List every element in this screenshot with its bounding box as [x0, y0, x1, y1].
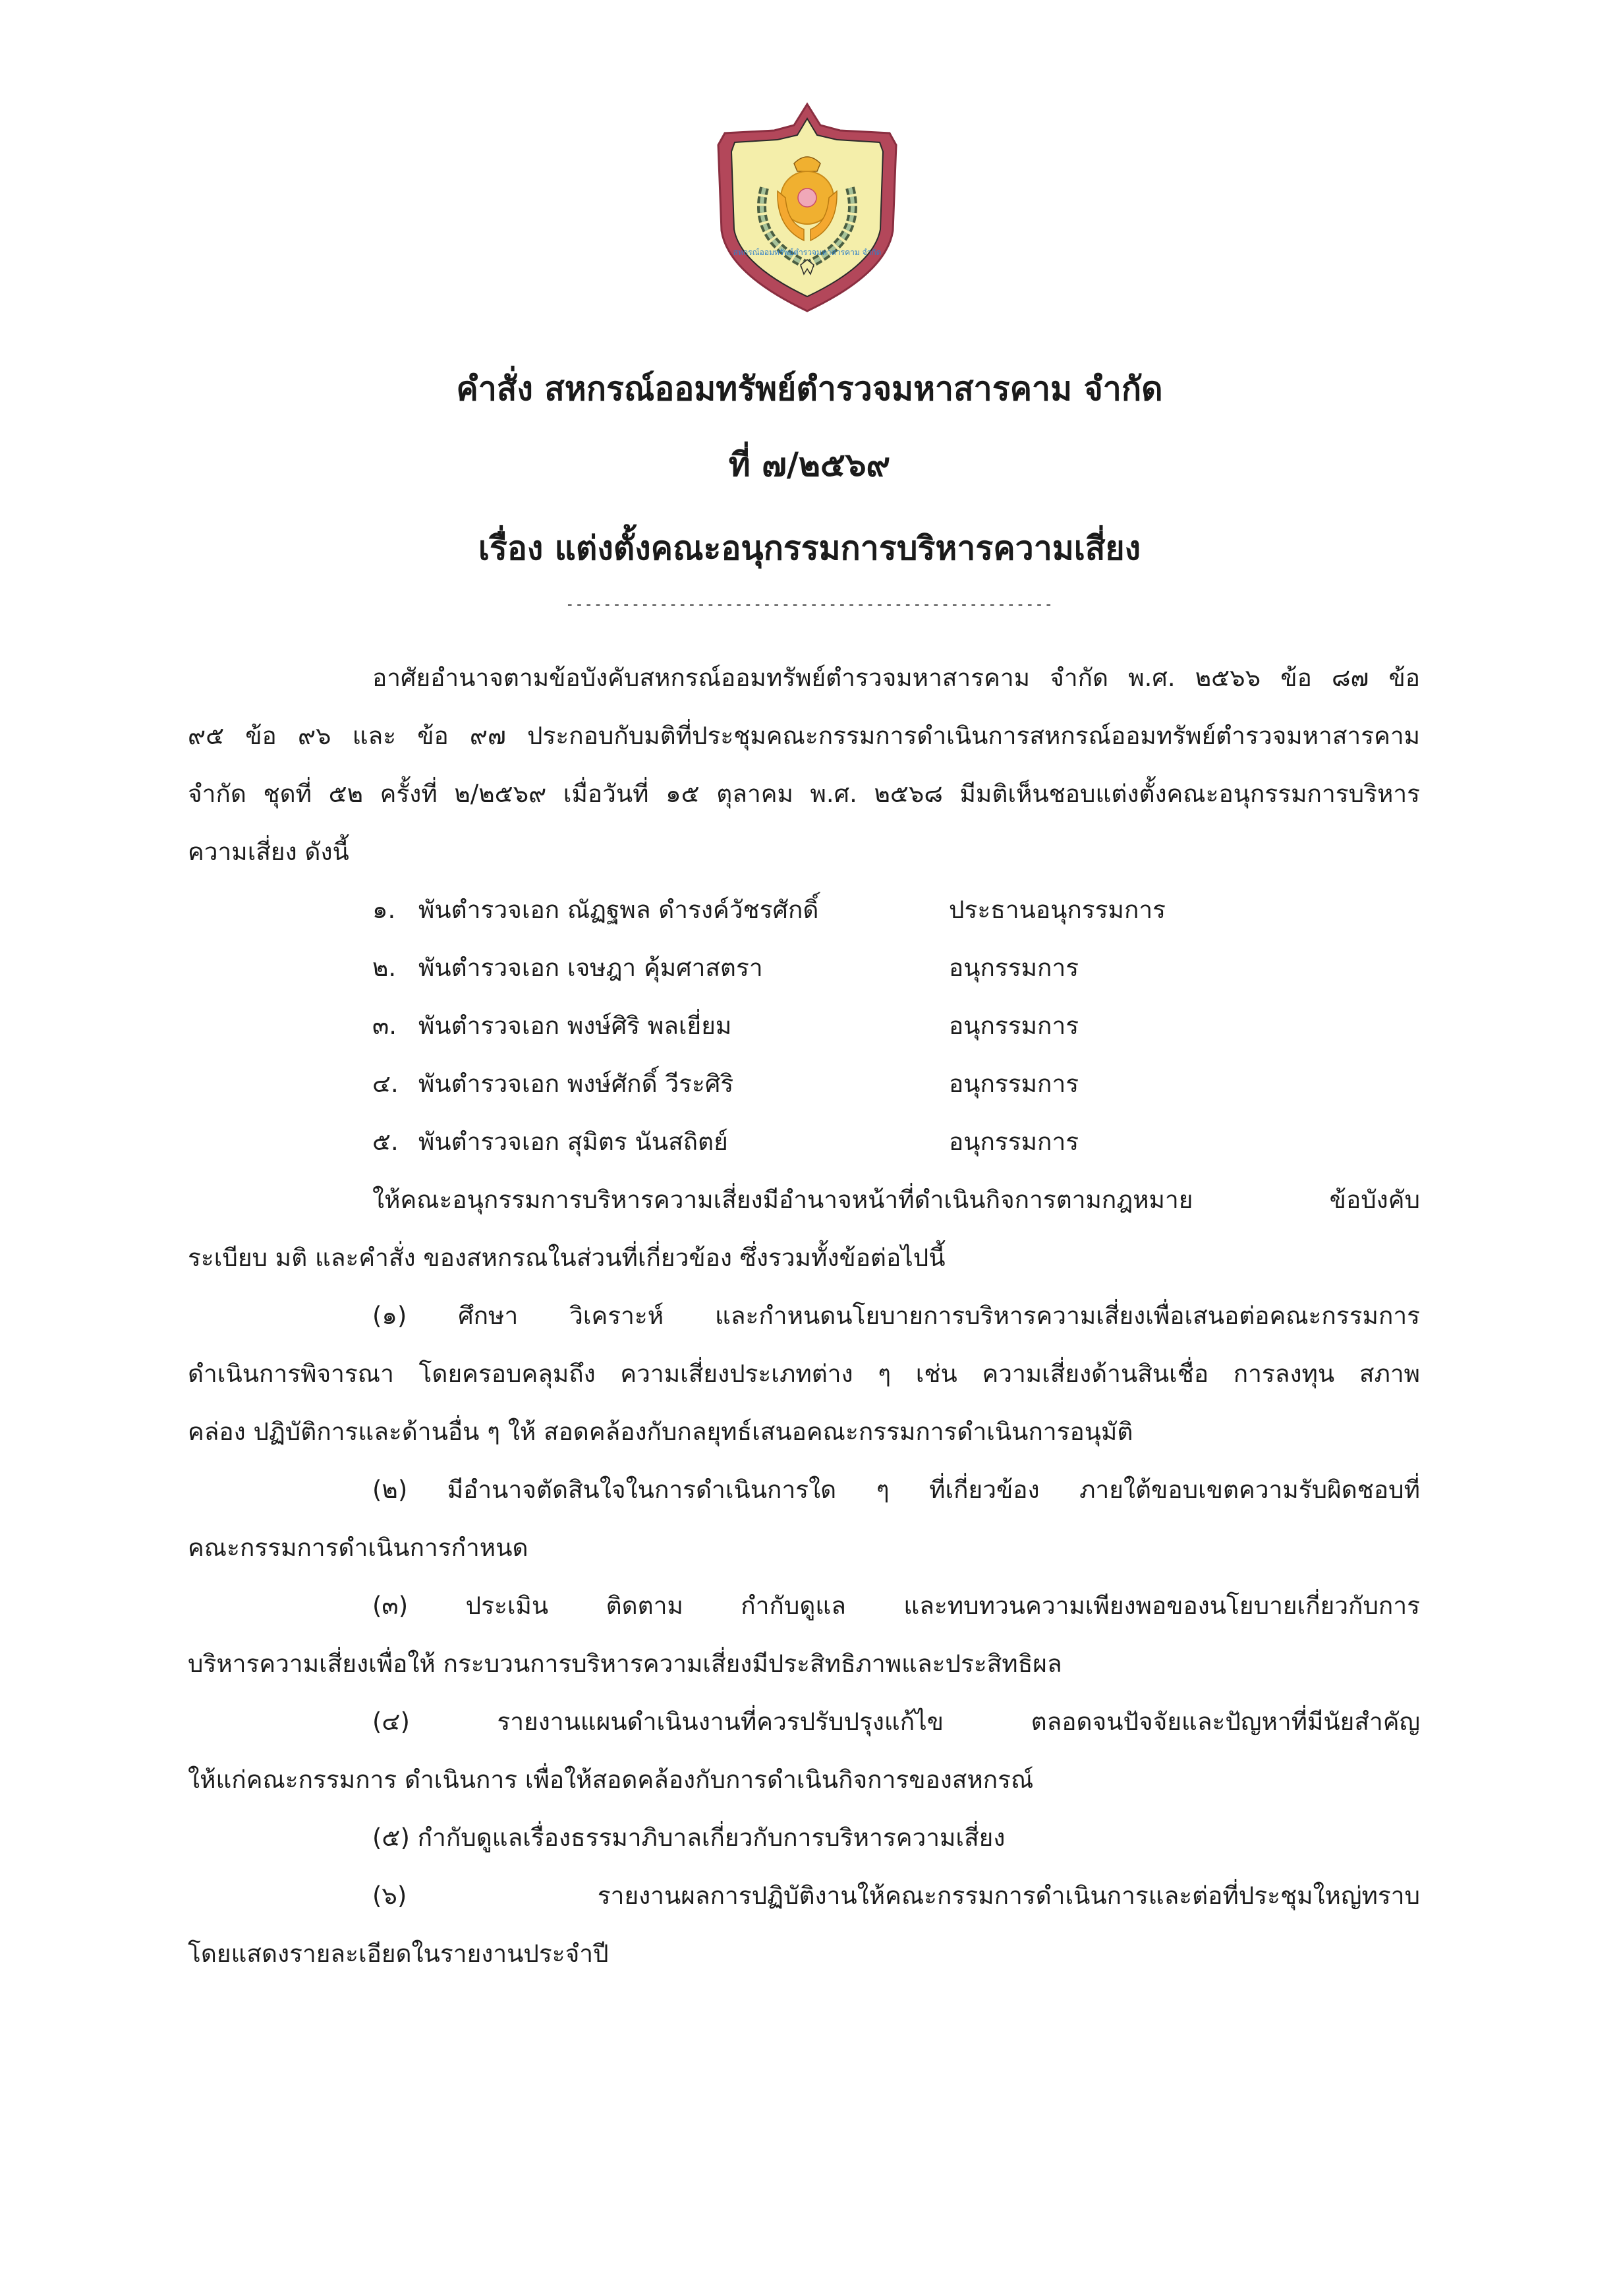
emblem-caption: สหกรณ์ออมทรัพย์ตำรวจมหาสารคาม จำกัด	[733, 248, 882, 257]
committee-member	[188, 1113, 1420, 1171]
duty-line: ให้แก่คณะกรรมการ ดำเนินการ เพื่อให้สอดคล้องกับการดำเนินกิจการของสหกรณ์	[188, 1765, 1034, 1794]
committee-member	[188, 997, 1420, 1055]
duty-line: (๓) ประเมิน ติดตาม กำกับดูแล และทบทวนความเพียงพอของนโยบายเกี่ยวกับการ	[372, 1592, 1420, 1620]
duty-line: (๒) มีอำนาจตัดสินใจในการดำเนินการใด ๆ ที่เกี่ยวข้อง ภายใต้ขอบเขตความรับผิดชอบที่	[372, 1476, 1420, 1504]
member-name: พันตำรวจเอก เจษฎา คุ้มศาสตรา	[418, 954, 763, 982]
member-role: อนุกรรมการ	[949, 954, 1079, 982]
duty-line: (๖) รายงานผลการปฏิบัติงานให้คณะกรรมการดำเนินการและต่อที่ประชุมใหญ่ทราบ	[372, 1881, 1420, 1910]
member-role: ประธานอนุกรรมการ	[949, 896, 1166, 924]
member-role: อนุกรรมการ	[949, 1128, 1079, 1156]
committee-member	[188, 881, 1420, 939]
committee-member-list	[188, 881, 1420, 1171]
member-number: ๓.	[372, 1012, 397, 1040]
member-name: พันตำรวจเอก ณัฏฐพล ดำรงค์วัชรศักดิ์	[418, 896, 819, 924]
duty-line: (๕) กำกับดูแลเรื่องธรรมาภิบาลเกี่ยวกับการบริหารความเสี่ยง	[372, 1823, 1006, 1852]
order-subject: เรื่อง แต่งตั้งคณะอนุกรรมการบริหารความเสี่ยง	[478, 529, 1141, 567]
duty-item	[188, 1809, 1420, 1867]
member-number: ๕.	[372, 1128, 399, 1156]
preamble-line: อาศัยอำนาจตามข้อบังคับสหกรณ์ออมทรัพย์ตำรวจมหาสารคาม จำกัด พ.ศ. ๒๕๖๖ ข้อ ๘๗ ข้อ	[372, 664, 1420, 692]
order-number: ที่ ๗/๒๕๖๙	[728, 445, 891, 484]
duty-line: ดำเนินการพิจารณา โดยครอบคลุมถึง ความเสี่ยงประเภทต่าง ๆ เช่น ความเสี่ยงด้านสินเชื่อ การลงทุน สภาพ	[188, 1360, 1420, 1388]
member-name: พันตำรวจเอก พงษ์ศักดิ์ วีระศิริ	[418, 1070, 734, 1098]
committee-member	[188, 1055, 1420, 1113]
duty-line: (๑) ศึกษา วิเคราะห์ และกำหนดนโยบายการบริหารความเสี่ยงเพื่อเสนอต่อคณะกรรมการ	[372, 1302, 1420, 1330]
duties-intro-line: ให้คณะอนุกรรมการบริหารความเสี่ยงมีอำนาจหน้าที่ดำเนินกิจการตามกฎหมาย ข้อบังคับ	[372, 1186, 1420, 1214]
member-number: ๔.	[372, 1070, 399, 1098]
order-title: คำสั่ง สหกรณ์ออมทรัพย์ตำรวจมหาสารคาม จำกัด	[456, 370, 1163, 408]
cooperative-emblem-icon	[698, 99, 916, 316]
member-number: ๒.	[372, 954, 397, 982]
member-name: พันตำรวจเอก สุมิตร นันสถิตย์	[418, 1128, 728, 1156]
member-number: ๑.	[372, 896, 396, 924]
duty-item	[188, 1693, 1420, 1809]
title-separator: ----------------------------------------------------	[565, 596, 1054, 613]
duty-line: คณะกรรมการดำเนินการกำหนด	[188, 1534, 528, 1562]
member-role: อนุกรรมการ	[949, 1012, 1079, 1040]
duty-line: โดยแสดงรายละเอียดในรายงานประจำปี	[188, 1939, 609, 1968]
preamble-line: จำกัด ชุดที่ ๕๒ ครั้งที่ ๒/๒๕๖๙ เมื่อวันที่ ๑๕ ตุลาคม พ.ศ. ๒๕๖๘ มีมติเห็นชอบแต่งตั้งคณะอนุกรรมการบริหาร	[188, 780, 1420, 808]
duty-item	[188, 1577, 1420, 1693]
duties-intro-line: ระเบียบ มติ และคำสั่ง ของสหกรณในส่วนที่เกี่ยวข้อง ซึ่งรวมทั้งข้อต่อไปนี้	[188, 1244, 946, 1272]
preamble-line: ๙๕ ข้อ ๙๖ และ ข้อ ๙๗ ประกอบกับมติที่ประชุมคณะกรรมการดำเนินการสหกรณ์ออมทรัพย์ตำรวจมหาสารคาม	[188, 722, 1420, 750]
committee-member	[188, 939, 1420, 997]
member-role: อนุกรรมการ	[949, 1070, 1079, 1098]
duty-line: คล่อง ปฏิบัติการและด้านอื่น ๆ ให้ สอดคล้องกับกลยุทธ์เสนอคณะกรรมการดำเนินการอนุมัติ	[188, 1418, 1133, 1446]
order-body	[188, 649, 1420, 1983]
duty-line: บริหารความเสี่ยงเพื่อให้ กระบวนการบริหารความเสี่ยงมีประสิทธิภาพและประสิทธิผล	[188, 1650, 1062, 1678]
preamble-line: ความเสี่ยง ดังนี้	[188, 838, 349, 866]
duties-intro-paragraph	[188, 1171, 1420, 1287]
duty-item	[188, 1287, 1420, 1461]
duty-item	[188, 1867, 1420, 1983]
member-name: พันตำรวจเอก พงษ์ศิริ พลเยี่ยม	[418, 1012, 732, 1040]
duty-item	[188, 1461, 1420, 1577]
preamble-paragraph	[188, 649, 1420, 881]
duty-line: (๔) รายงานแผนดำเนินงานที่ควรปรับปรุงแก้ไข ตลอดจนปัจจัยและปัญหาที่มีนัยสำคัญ	[372, 1708, 1420, 1736]
